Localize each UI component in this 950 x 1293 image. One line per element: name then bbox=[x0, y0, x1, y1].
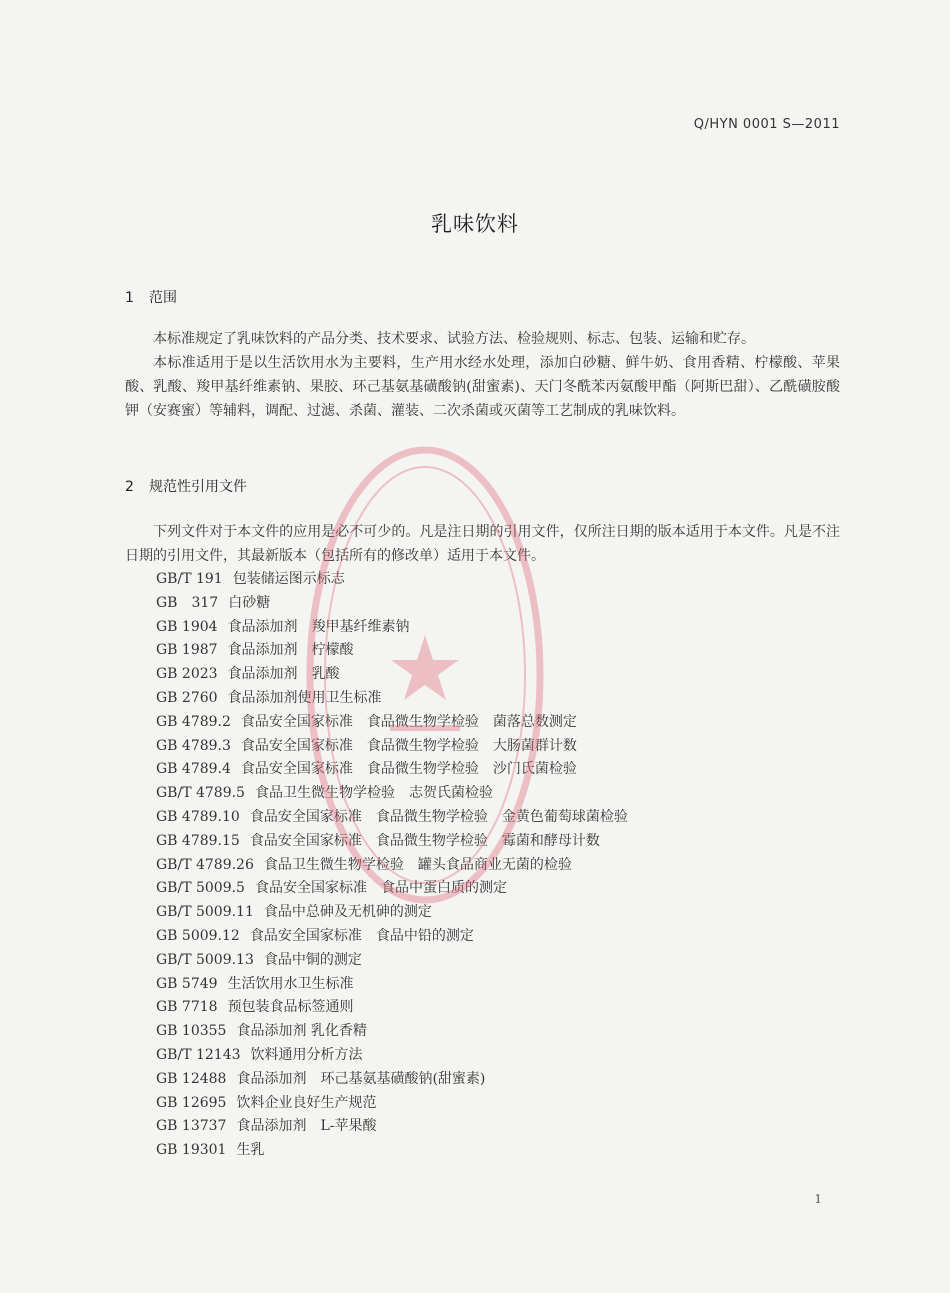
reference-title-part: 食品添加剂 bbox=[227, 618, 298, 635]
reference-title-part: 白砂糖 bbox=[228, 594, 271, 611]
reference-item bbox=[156, 806, 856, 830]
scope-paragraph-1: 本标准规定了乳味饮料的产品分类、技术要求、试验方法、检验规则、标志、包装、运输和贮存。 bbox=[153, 331, 755, 347]
reference-title-part: 食品中铅的测定 bbox=[375, 927, 474, 944]
section-1-heading bbox=[125, 287, 177, 307]
reference-code: GB 4789.10 bbox=[156, 808, 240, 825]
reference-title-part: 食品中蛋白质的测定 bbox=[380, 880, 507, 897]
reference-title-part: 食品安全国家标准 bbox=[240, 713, 353, 730]
reference-item bbox=[156, 1044, 856, 1068]
reference-code: GB 12695 bbox=[156, 1094, 227, 1111]
reference-code: GB/T 4789.5 bbox=[156, 785, 245, 802]
reference-item bbox=[156, 1115, 856, 1139]
reference-title-part: 食品安全国家标准 bbox=[240, 761, 353, 778]
reference-item bbox=[156, 592, 856, 616]
reference-title-part: 环己基氨基磺酸钠(甜蜜素) bbox=[320, 1070, 486, 1087]
reference-code: GB 1904 bbox=[156, 618, 218, 635]
reference-code: GB/T 12143 bbox=[156, 1046, 241, 1063]
reference-title-part: 金黄色葡萄球菌检验 bbox=[501, 808, 628, 825]
reference-item bbox=[156, 616, 856, 640]
reference-item bbox=[156, 854, 856, 878]
reference-title-part: L-苹果酸 bbox=[320, 1118, 377, 1135]
reference-title-part: 食品微生物学检验 bbox=[366, 713, 479, 730]
reference-title-part: 羧甲基纤维素钠 bbox=[311, 618, 410, 635]
section-number: 2 bbox=[125, 479, 134, 495]
reference-title-part: 食品微生物学检验 bbox=[366, 761, 479, 778]
reference-title-part: 食品添加剂 bbox=[236, 1070, 307, 1087]
references-intro-paragraph: 下列文件对于本文件的应用是必不可少的。凡是注日期的引用文件，仅所注日期的版本适用于本文件。凡是不注日期的引用文件，其最新版本（包括所有的修改单）适用于本文件。 bbox=[125, 524, 840, 564]
reference-code: GB 5009.12 bbox=[156, 927, 240, 944]
reference-title-part: 食品安全国家标准 bbox=[249, 927, 362, 944]
reference-title-part: 大肠菌群计数 bbox=[492, 737, 577, 754]
scope-paragraph-2: 本标准适用于是以生活饮用水为主要料，生产用水经水处理，添加白砂糖、鲜牛奶、食用香精、柠檬酸、苹果酸、乳酸、羧甲基纤维素钠、果胶、环己基氨基磺酸钠(甜蜜素)、天门冬酰苯丙氨酸甲酯（阿斯巴甜）、乙酰磺胺酸钾（安赛蜜）等辅料，调配、过滤、杀菌、灌装、二次杀菌或灭菌等工艺制成的乳味饮料。 bbox=[125, 355, 840, 419]
reference-title-part: 食品添加剂 bbox=[236, 1118, 307, 1135]
reference-title-part: 食品卫生微生物学检验 bbox=[263, 856, 404, 873]
reference-title-part: 霉菌和酵母计数 bbox=[501, 832, 600, 849]
reference-code: GB/T 5009.11 bbox=[156, 904, 254, 921]
reference-title-part: 食品微生物学检验 bbox=[366, 737, 479, 754]
reference-item bbox=[156, 663, 856, 687]
reference-item bbox=[156, 687, 856, 711]
page-number: 1 bbox=[814, 1192, 822, 1206]
reference-title-part: 生乳 bbox=[236, 1142, 265, 1159]
reference-item bbox=[156, 735, 856, 759]
reference-code: GB/T 4789.26 bbox=[156, 856, 254, 873]
reference-code: GB 13737 bbox=[156, 1118, 227, 1135]
reference-title-part: 食品中总砷及无机砷的测定 bbox=[263, 904, 432, 921]
reference-code: GB/T 5009.5 bbox=[156, 880, 245, 897]
reference-item bbox=[156, 758, 856, 782]
section-title: 范围 bbox=[149, 290, 177, 306]
reference-title-part: 预包装食品标签通则 bbox=[227, 999, 354, 1016]
document-title: 乳味饮料 bbox=[431, 212, 519, 236]
reference-title-part: 沙门氏菌检验 bbox=[492, 761, 577, 778]
reference-item bbox=[156, 1020, 856, 1044]
reference-item bbox=[156, 901, 856, 925]
reference-title-part: 饮料企业良好生产规范 bbox=[236, 1094, 377, 1111]
reference-code: GB 1987 bbox=[156, 642, 218, 659]
reference-title-part: 食品中铜的测定 bbox=[263, 951, 362, 968]
reference-title-part: 食品添加剂 bbox=[227, 666, 298, 683]
reference-item bbox=[156, 973, 856, 997]
document-code: Q/HYN 0001 S—2011 bbox=[693, 117, 840, 132]
reference-item bbox=[156, 711, 856, 735]
reference-item bbox=[156, 568, 856, 592]
reference-item bbox=[156, 1092, 856, 1116]
reference-title-part: 志贺氏菌检验 bbox=[408, 785, 493, 802]
reference-title-part: 食品卫生微生物学检验 bbox=[254, 785, 395, 802]
reference-list bbox=[156, 568, 856, 1163]
section-number: 1 bbox=[125, 290, 134, 306]
reference-title-part: 食品微生物学检验 bbox=[375, 832, 488, 849]
reference-code: GB 2023 bbox=[156, 666, 218, 683]
reference-code: GB 4789.15 bbox=[156, 832, 240, 849]
reference-code: GB 10355 bbox=[156, 1023, 227, 1040]
reference-title-part: 包装储运图示标志 bbox=[232, 571, 345, 587]
reference-code: GB 2760 bbox=[156, 689, 218, 706]
reference-item bbox=[156, 996, 856, 1020]
reference-code: GB 7718 bbox=[156, 999, 218, 1016]
reference-code: GB 4789.4 bbox=[156, 761, 231, 778]
reference-item bbox=[156, 949, 856, 973]
reference-item bbox=[156, 782, 856, 806]
reference-title-part: 食品安全国家标准 bbox=[240, 737, 353, 754]
reference-title-part: 食品微生物学检验 bbox=[375, 808, 488, 825]
reference-item bbox=[156, 925, 856, 949]
reference-item bbox=[156, 1068, 856, 1092]
section-2-heading bbox=[125, 476, 247, 496]
reference-item bbox=[156, 1139, 856, 1163]
reference-title-part: 食品安全国家标准 bbox=[254, 880, 367, 897]
reference-code: GB 19301 bbox=[156, 1142, 227, 1159]
reference-title-part: 菌落总数测定 bbox=[492, 713, 577, 730]
reference-item bbox=[156, 830, 856, 854]
reference-code: GB/T 5009.13 bbox=[156, 951, 254, 968]
reference-title-part: 食品添加剂使用卫生标准 bbox=[227, 689, 382, 706]
reference-code: GB 12488 bbox=[156, 1070, 227, 1087]
reference-title-part: 柠檬酸 bbox=[311, 642, 354, 659]
reference-title-part: 食品安全国家标准 bbox=[249, 808, 362, 825]
reference-item bbox=[156, 639, 856, 663]
reference-code: GB 317 bbox=[156, 594, 219, 611]
reference-title-part: 食品安全国家标准 bbox=[249, 832, 362, 849]
reference-title-part: 食品添加剂 乳化香精 bbox=[236, 1023, 367, 1040]
section-title: 规范性引用文件 bbox=[149, 479, 247, 495]
reference-title-part: 食品添加剂 bbox=[227, 642, 298, 659]
reference-title-part: 饮料通用分析方法 bbox=[250, 1046, 363, 1063]
reference-code: GB 5749 bbox=[156, 975, 218, 992]
reference-title-part: 乳酸 bbox=[311, 666, 340, 683]
reference-code: GB 4789.2 bbox=[156, 713, 231, 730]
reference-code: GB 4789.3 bbox=[156, 737, 231, 754]
reference-title-part: 生活饮用水卫生标准 bbox=[227, 975, 354, 992]
reference-title-part: 罐头食品商业无菌的检验 bbox=[417, 856, 572, 873]
reference-item bbox=[156, 877, 856, 901]
reference-code: GB/T 191 bbox=[156, 571, 223, 587]
